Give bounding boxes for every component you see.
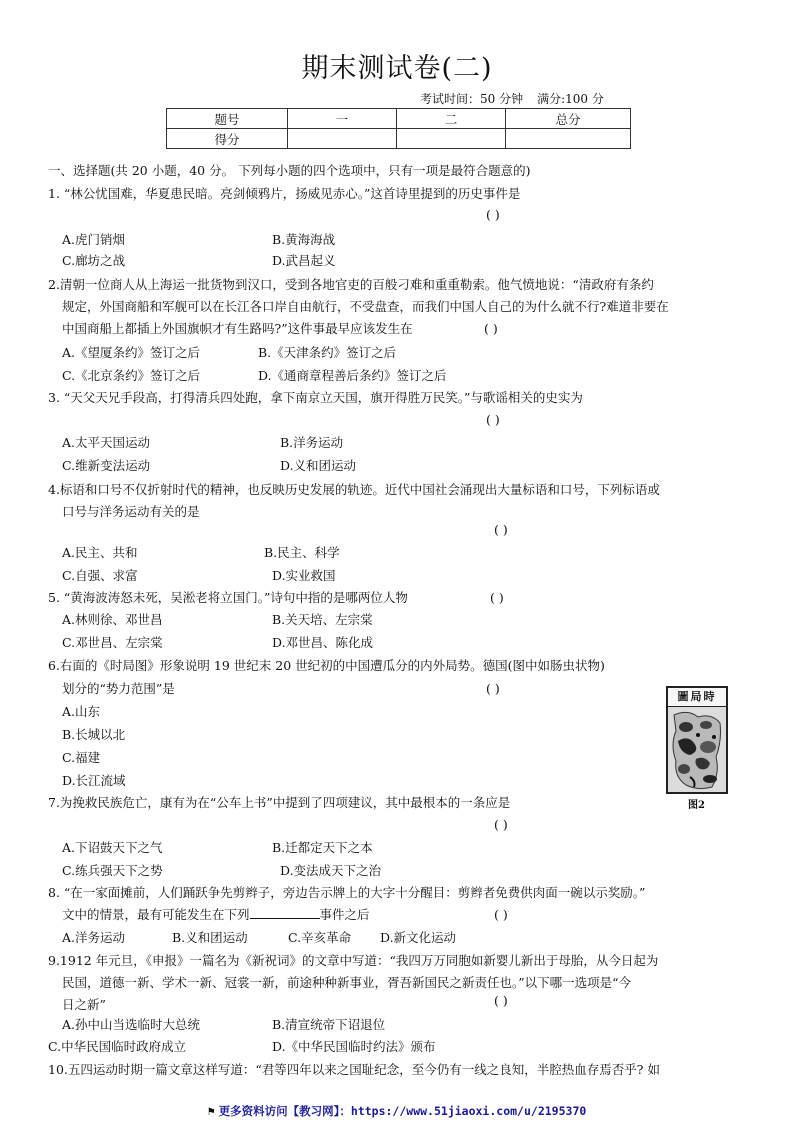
q6-option-d: D.长江流域 [62, 773, 126, 788]
score-header-cell: 总分 [506, 109, 631, 129]
q4-stem-line1: 4.标语和口号不仅折射时代的精神，也反映历史发展的轨迹。近代中国社会涌现出大量标语和口号，下列标语或 [48, 482, 660, 497]
q10-stem-line1: 10.五四运动时期一篇文章这样写道：“君等四年以来之国耻纪念，至今仍有一线之良知，半腔热血存焉否乎? 如 [48, 1062, 660, 1077]
q2-option-a: A.《望厦条约》签订之后 [62, 345, 201, 360]
q9-stem-line1: 9.1912 年元旦，《申报》一篇名为《新祝词》的文章中写道：“我四万万同胞如新婴儿新出于母胎，从今日起为 [48, 953, 659, 968]
q3-option-d: D.义和团运动 [280, 458, 357, 473]
q2-option-b: B.《天津条约》签订之后 [258, 345, 397, 360]
score-cell[interactable] [397, 129, 506, 149]
q4-option-a: A.民主、共和 [62, 545, 138, 560]
q9-option-a: A.孙中山当选临时大总统 [62, 1017, 201, 1032]
q7-option-a: A.下诏鼓天下之气 [62, 840, 163, 855]
q6-option-c: C.福建 [62, 750, 101, 765]
q6-stem-line2: 划分的“势力范围”是 [62, 681, 175, 696]
score-row-label: 得分 [167, 129, 288, 149]
shiju-tu-figure [666, 686, 728, 794]
score-cell[interactable] [506, 129, 631, 149]
score-header-cell: 二 [397, 109, 506, 129]
answer-paren: ( ) [486, 681, 500, 696]
q8-stem-line2 [62, 907, 370, 923]
answer-paren: ( ) [494, 817, 508, 832]
shiju-tu-illustration [668, 707, 726, 793]
answer-paren: ( ) [484, 321, 498, 336]
q8-stem-line2-part2: 事件之后 [319, 907, 370, 922]
q7-stem: 7.为挽救民族危亡，康有为在“公车上书”中提到了四项建议，其中最根本的一条应是 [48, 795, 511, 810]
exam-time: 考试时间：50 分钟 [420, 92, 524, 106]
q9-option-b: B.清宣统帝下诏退位 [272, 1017, 386, 1032]
score-cell[interactable] [288, 129, 397, 149]
q4-stem-line2: 口号与洋务运动有关的是 [62, 504, 200, 519]
q1-option-a: A.虎门销烟 [62, 232, 126, 247]
q6-option-b: B.长城以北 [62, 727, 126, 742]
q7-option-c: C.练兵强天下之势 [62, 863, 163, 878]
q5-option-b: B.关天培、左宗棠 [272, 612, 373, 627]
page-title: 期末测试卷(二) [301, 53, 493, 84]
q8-option-d: D.新文化运动 [380, 930, 457, 945]
fill-blank [250, 907, 320, 919]
q1-option-c: C.廊坊之战 [62, 253, 126, 268]
q1-stem: 1. “林公忧国难，华夏患民暗。亮剑倾鸦片，扬威见赤心。”这首诗里提到的历史事件是 [48, 186, 521, 201]
q3-option-a: A.太平天国运动 [62, 435, 151, 450]
answer-paren: ( ) [494, 522, 508, 537]
q6-stem-line1: 6.右面的《时局图》形象说明 19 世纪末 20 世纪初的中国遭瓜分的内外局势。德国(图中如肠虫状物) [48, 658, 605, 673]
q2-stem-line3: 中国商船上都插上外国旗帜才有生路吗?”这件事最早应该发生在 [62, 321, 413, 336]
q8-stem-line1: 8. “在一家面摊前，人们踊跃争先剪辫子，旁边告示牌上的大字十分醒目：剪辫者免费供肉面一碗以示奖励。” [48, 885, 646, 900]
q4-option-c: C.自强、求富 [62, 568, 138, 583]
q3-option-b: B.洋务运动 [280, 435, 344, 450]
exam-info [420, 90, 618, 107]
q8-option-b: B.义和团运动 [172, 930, 248, 945]
score-header-cell: 一 [288, 109, 397, 129]
full-score: 满分:100 分 [537, 92, 604, 106]
q2-option-c: C.《北京条约》签订之后 [62, 368, 201, 383]
q1-option-d: D.武昌起义 [272, 253, 336, 268]
q7-option-d: D.变法成天下之治 [280, 863, 382, 878]
q8-stem-line2-part1: 文中的情景，最有可能发生在下列 [62, 907, 250, 922]
answer-paren: ( ) [494, 907, 508, 922]
answer-paren: ( ) [490, 590, 504, 605]
q3-option-c: C.维新变法运动 [62, 458, 151, 473]
answer-paren: ( ) [486, 207, 500, 222]
flag-icon: ⚑ [207, 1104, 215, 1118]
answer-paren: ( ) [494, 993, 508, 1008]
q5-option-c: C.邓世昌、左宗棠 [62, 635, 163, 650]
q9-option-d: D.《中华民国临时约法》颁布 [272, 1039, 436, 1054]
q7-option-b: B.迁都定天下之本 [272, 840, 373, 855]
score-table-header-row [167, 109, 631, 129]
figure-caption: 图2 [688, 800, 705, 811]
q4-option-d: D.实业救国 [272, 568, 336, 583]
q5-option-d: D.邓世昌、陈化成 [272, 635, 374, 650]
score-table-row [167, 129, 631, 149]
footer-text[interactable]: 更多资料访问【教习网】：https://www.51jiaoxi.com/u/2195370 [218, 1104, 587, 1118]
footer-link[interactable] [0, 1103, 794, 1119]
q2-stem-line2: 规定，外国商船和军舰可以在长江各口岸自由航行，不受盘查，而我们中国人自己的为什么就不行?难道非要在 [62, 299, 669, 314]
q6-option-a: A.山东 [62, 704, 101, 719]
q2-option-d: D.《通商章程善后条约》签订之后 [258, 368, 447, 383]
q1-option-b: B.黄海海战 [272, 232, 336, 247]
q5-option-a: A.林则徐、邓世昌 [62, 612, 163, 627]
q3-stem: 3. “天父天兄手段高，打得清兵四处跑，拿下南京立天国，旗开得胜万民笑。”与歌谣相关的史实为 [48, 390, 583, 405]
q2-stem-line1: 2.清朝一位商人从上海运一批货物到汉口，受到各地官吏的百般刁难和重重勒索。他气愤地说：“清政府有条约 [48, 277, 654, 292]
q8-option-c: C.辛亥革命 [288, 930, 352, 945]
q4-option-b: B.民主、科学 [264, 545, 340, 560]
figure-title: 圖局時 [668, 688, 726, 707]
q9-stem-line2: 民国，道德一新、学术一新、冠裳一新，前途种种新事业，胥吾新国民之新责任也。”以下哪一选项是“今 [62, 975, 632, 990]
score-header-cell: 题号 [167, 109, 288, 129]
answer-paren: ( ) [486, 412, 500, 427]
q5-stem: 5. “黄海波涛怒未死，吴淞老将立国门。”诗句中指的是哪两位人物 [48, 590, 408, 605]
score-table [166, 108, 631, 149]
q9-stem-line3: 日之新” [62, 997, 106, 1012]
section-heading: 一、选择题(共 20 小题，40 分。 下列每小题的四个选项中，只有一项是最符合题意的) [48, 163, 531, 178]
q8-option-a: A.洋务运动 [62, 930, 126, 945]
q9-option-c: C.中华民国临时政府成立 [48, 1039, 187, 1054]
